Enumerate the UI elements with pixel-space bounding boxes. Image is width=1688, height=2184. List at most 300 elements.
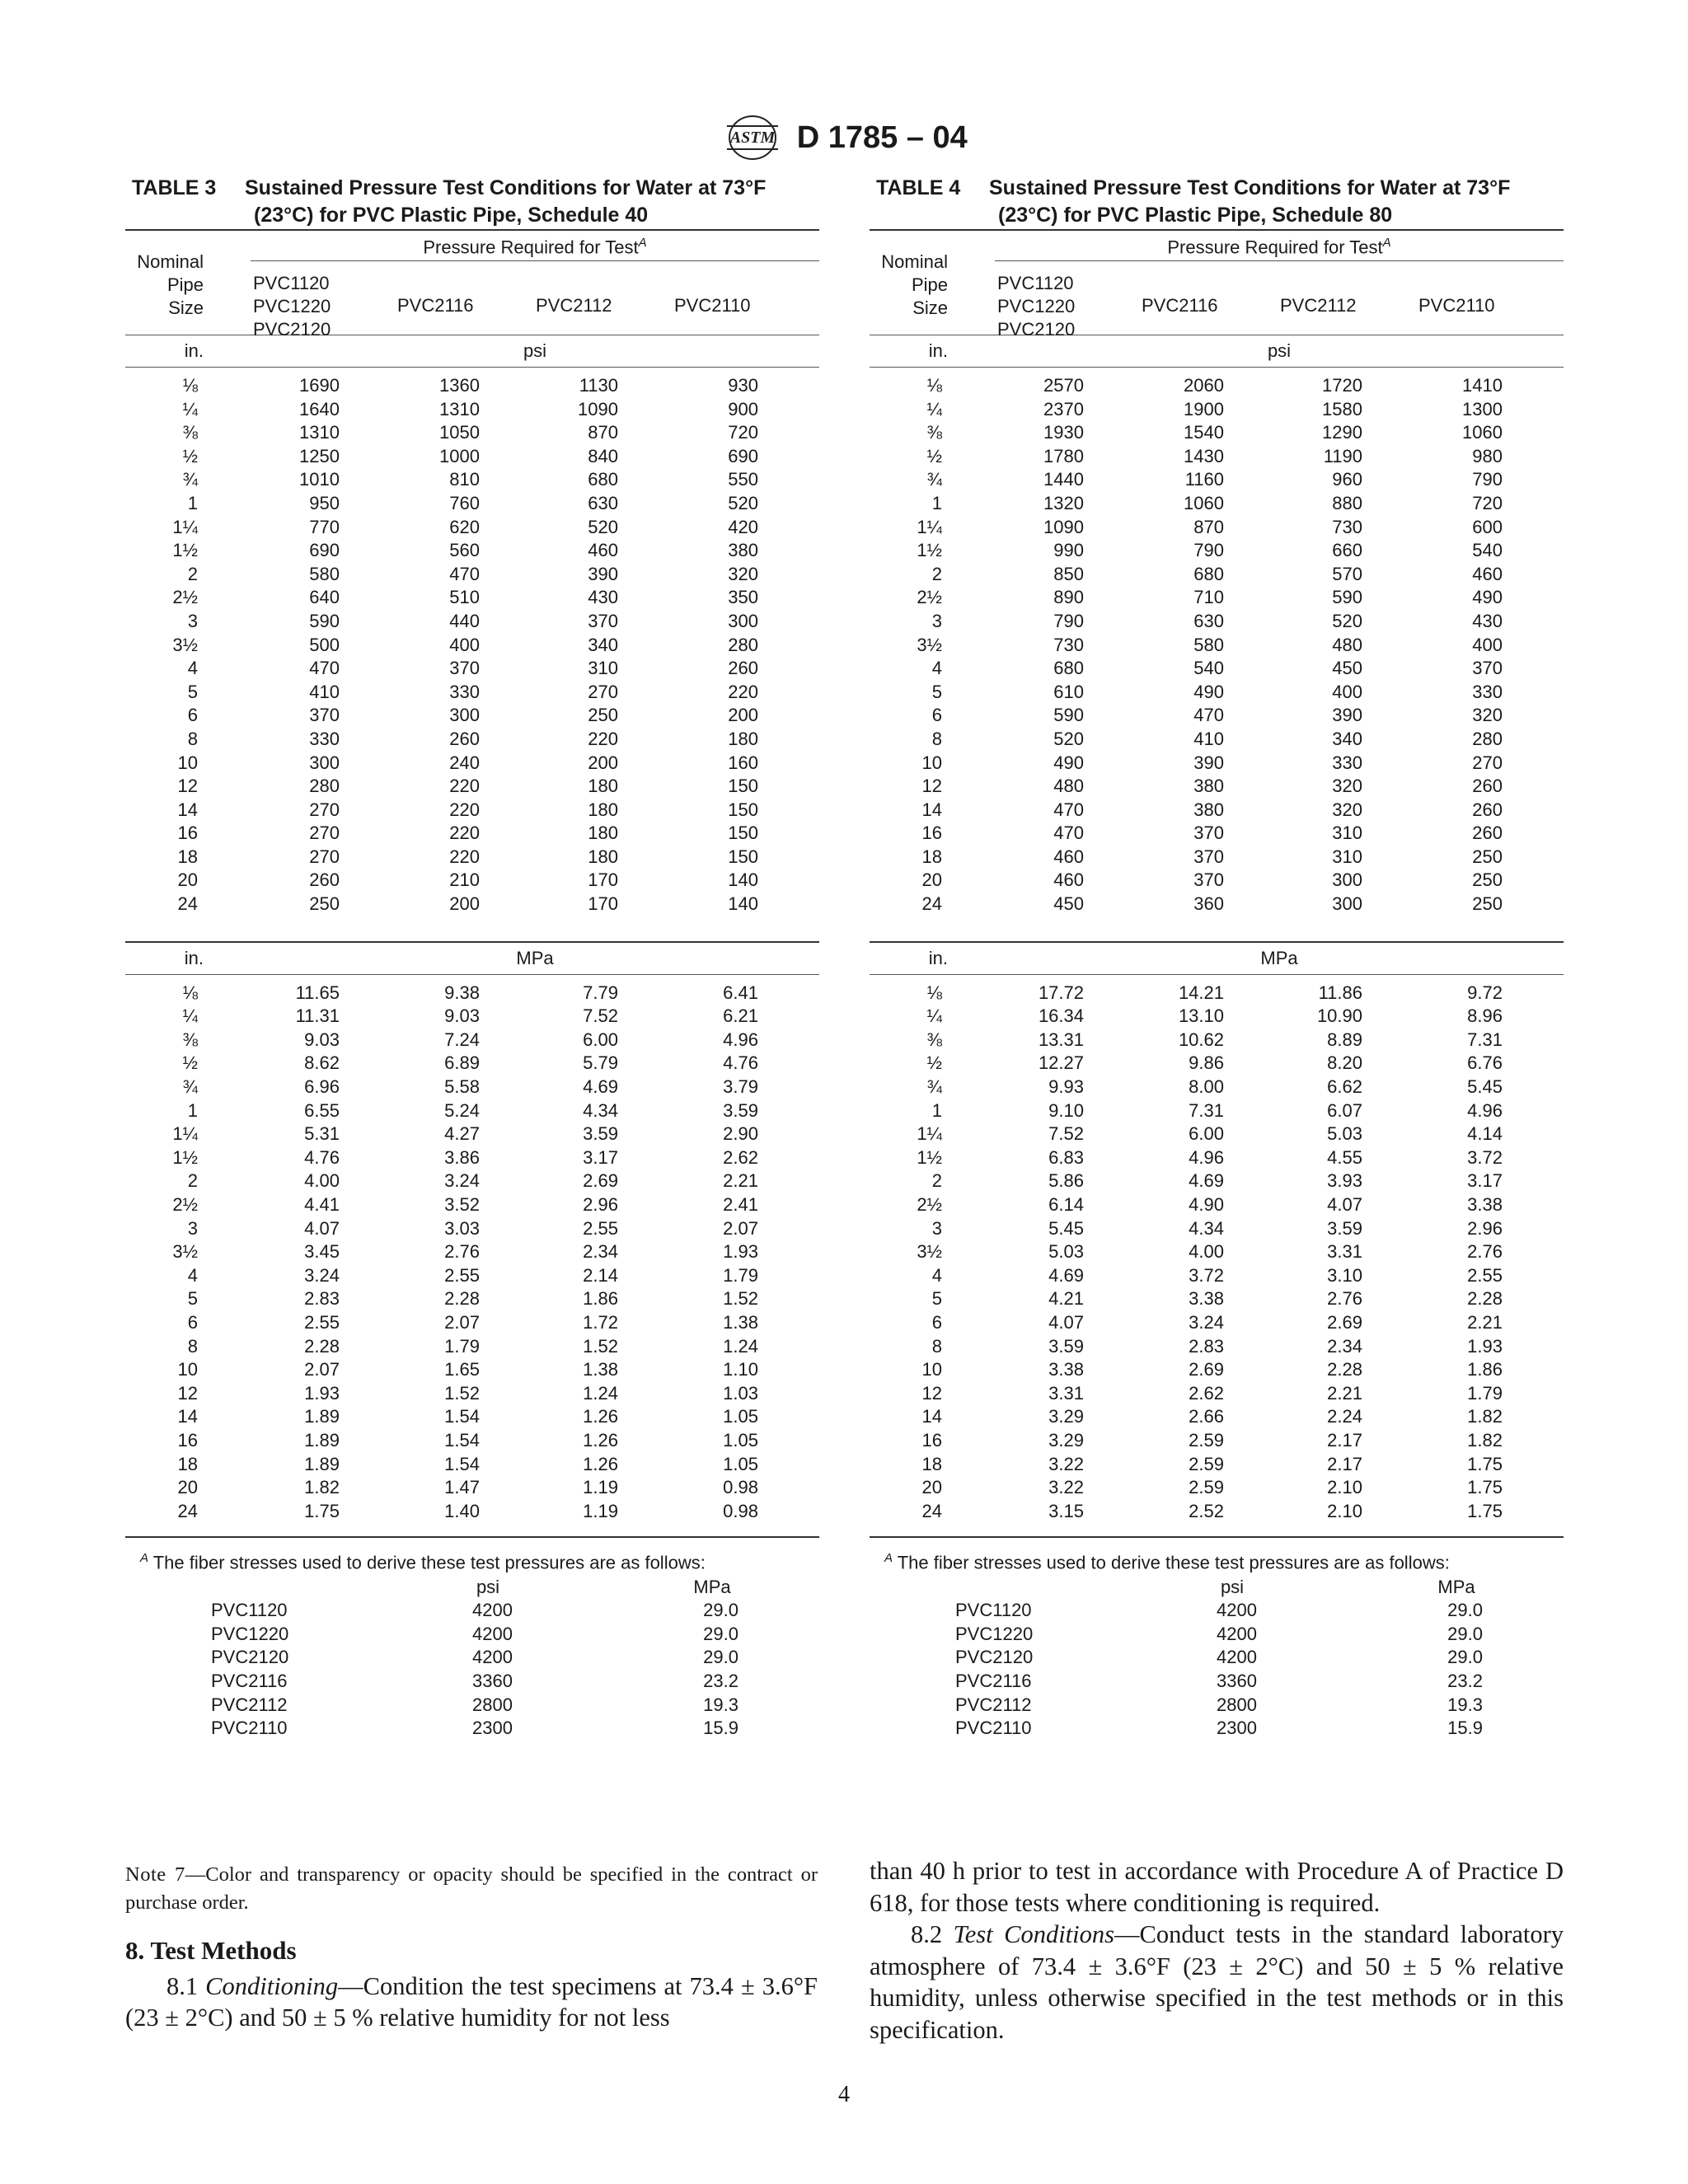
- table-row: [125, 1405, 819, 1429]
- table-row: [870, 822, 1564, 846]
- footnote-marker: A: [1382, 236, 1391, 250]
- value-cell: 1.03: [723, 1382, 758, 1404]
- table-row: [125, 1146, 819, 1170]
- table-row: [125, 1193, 819, 1217]
- pipe-size-cell: 10: [921, 1359, 942, 1380]
- value-cell: 1.82: [1467, 1429, 1503, 1451]
- value-cell: 4.07: [304, 1217, 340, 1239]
- fiber-stress-row: [870, 1599, 1564, 1623]
- value-cell: 270: [309, 823, 340, 844]
- value-cell: 1.38: [723, 1311, 758, 1333]
- document-designation: D 1785 – 04: [796, 120, 968, 155]
- value-cell: 2.34: [583, 1241, 618, 1263]
- unit-row-mpa: [870, 943, 1564, 974]
- pipe-size-cell: ⅛: [182, 375, 198, 396]
- value-cell: 300: [728, 610, 758, 631]
- paragraph-term: Conditioning: [205, 1971, 339, 2000]
- value-cell: 2.69: [1189, 1359, 1224, 1380]
- unit-row-psi: [125, 335, 819, 367]
- unit-value: MPa: [516, 947, 554, 968]
- pipe-size-cell: 1½: [172, 540, 198, 561]
- value-cell: 14.21: [1178, 982, 1224, 1003]
- pressure-required-header: [251, 236, 819, 258]
- pipe-size-cell: 3½: [172, 1241, 198, 1263]
- value-cell: 3.59: [723, 1099, 758, 1121]
- mpa-block: [125, 975, 819, 1524]
- value-cell: 0.98: [723, 1500, 758, 1521]
- value-cell: 1.19: [583, 1500, 618, 1521]
- pipe-size-cell: 14: [921, 1406, 942, 1427]
- value-cell: 560: [449, 540, 480, 561]
- pipe-size-cell: 12: [921, 1382, 942, 1404]
- value-cell: 4.69: [1048, 1264, 1084, 1286]
- pipe-size-cell: 2: [187, 563, 198, 584]
- value-cell: 150: [728, 823, 758, 844]
- value-cell: 4.34: [583, 1099, 618, 1121]
- value-cell: 410: [1193, 728, 1224, 749]
- table-row: [125, 374, 819, 398]
- value-cell: 680: [1053, 658, 1084, 679]
- value-cell: 540: [1472, 540, 1503, 561]
- value-cell: 5.03: [1327, 1123, 1362, 1145]
- value-cell: 470: [1193, 705, 1224, 726]
- value-cell: 1.93: [304, 1382, 340, 1404]
- pipe-size-cell: ⅜: [182, 422, 198, 443]
- table-row: [125, 822, 819, 846]
- pipe-size-cell: 5: [187, 1288, 198, 1310]
- value-cell: 400: [1332, 681, 1362, 702]
- value-cell: 140: [728, 869, 758, 891]
- value-cell: 4.55: [1327, 1146, 1362, 1168]
- value-cell: 930: [728, 375, 758, 396]
- value-cell: 790: [1193, 540, 1224, 561]
- page-header: [0, 114, 1688, 162]
- fiber-stress-mpa-cell: 29.0: [1447, 1600, 1483, 1621]
- table-row: [125, 468, 819, 492]
- pressure-required-header: [995, 236, 1564, 258]
- value-cell: 160: [728, 752, 758, 773]
- value-cell: 1.54: [444, 1453, 480, 1474]
- pipe-size-cell: 4: [187, 658, 198, 679]
- value-cell: 5.86: [1048, 1170, 1084, 1192]
- value-cell: 360: [1193, 893, 1224, 915]
- fiber-stress-mpa-cell: 15.9: [703, 1718, 738, 1739]
- fiber-stress-psi-cell: 2800: [1217, 1694, 1257, 1715]
- value-cell: 1300: [1462, 398, 1503, 419]
- fiber-stress-psi-cell: 4200: [1217, 1647, 1257, 1668]
- value-cell: 2.07: [304, 1359, 340, 1380]
- value-cell: 1430: [1184, 445, 1224, 466]
- pipe-size-cell: 3: [931, 610, 942, 631]
- pipe-size-cell: 16: [921, 1429, 942, 1451]
- value-cell: 270: [1472, 752, 1503, 773]
- value-cell: 320: [1332, 776, 1362, 797]
- value-cell: 2.14: [583, 1264, 618, 1286]
- value-cell: 2.21: [1327, 1382, 1362, 1404]
- value-cell: 490: [1472, 587, 1503, 608]
- pipe-size-cell: ¼: [926, 398, 942, 419]
- fiber-stress-mpa-cell: 29.0: [703, 1647, 738, 1668]
- value-cell: 3.93: [1327, 1170, 1362, 1192]
- value-cell: 320: [1332, 799, 1362, 820]
- table-row: [870, 516, 1564, 540]
- value-cell: 850: [1053, 563, 1084, 584]
- value-cell: 1310: [439, 398, 480, 419]
- fiber-stress-header: [125, 1576, 819, 1600]
- value-cell: 270: [309, 846, 340, 867]
- table-row: [125, 775, 819, 799]
- table-row: [870, 539, 1564, 563]
- table-row: [870, 374, 1564, 398]
- table-row: [870, 1453, 1564, 1477]
- table-row: [125, 445, 819, 469]
- value-cell: 6.14: [1048, 1194, 1084, 1215]
- value-cell: 2.55: [1467, 1264, 1503, 1286]
- material-grade-cell: PVC1120: [211, 1600, 288, 1621]
- value-cell: 2.28: [444, 1288, 480, 1310]
- value-cell: 170: [588, 893, 618, 915]
- value-cell: 470: [309, 658, 340, 679]
- value-cell: 4.27: [444, 1123, 480, 1145]
- value-cell: 1010: [299, 469, 340, 490]
- value-cell: 470: [1053, 799, 1084, 820]
- page-number: 4: [838, 2082, 850, 2107]
- table-row: [870, 1500, 1564, 1524]
- pipe-size-cell: 1: [931, 492, 942, 513]
- table-bottom-rule: [870, 1536, 1564, 1538]
- fiber-stress-row: [125, 1623, 819, 1647]
- value-cell: 1900: [1184, 398, 1224, 419]
- table-row: [125, 1217, 819, 1241]
- value-cell: 3.17: [583, 1146, 618, 1168]
- value-cell: 960: [1332, 469, 1362, 490]
- value-cell: 1580: [1322, 398, 1362, 419]
- table-row: [870, 1122, 1564, 1146]
- value-cell: 2.76: [1327, 1288, 1362, 1310]
- table-row: [870, 1076, 1564, 1099]
- value-cell: 520: [728, 492, 758, 513]
- body-column-left: [125, 1861, 818, 2034]
- table-row: [870, 728, 1564, 752]
- table-row: [870, 1217, 1564, 1241]
- value-cell: 370: [1193, 823, 1224, 844]
- column-label: PVC2110: [674, 295, 751, 316]
- column-label: PVC2120: [997, 319, 1076, 340]
- value-cell: 250: [1472, 846, 1503, 867]
- value-cell: 7.31: [1467, 1029, 1503, 1050]
- table-row: [870, 869, 1564, 893]
- value-cell: 6.21: [723, 1005, 758, 1027]
- pipe-size-cell: ½: [926, 445, 942, 466]
- spacer: [125, 1523, 819, 1536]
- pipe-size-cell: 12: [177, 1382, 198, 1404]
- fiber-stress-mpa-cell: 19.3: [1447, 1694, 1483, 1715]
- column-header: [870, 231, 1564, 340]
- table-row: [125, 1476, 819, 1500]
- table-title-line2: (23°C) for PVC Plastic Pipe, Schedule 40: [254, 204, 649, 227]
- value-cell: 4.69: [1189, 1170, 1224, 1192]
- value-cell: 1.89: [304, 1429, 340, 1451]
- table-row: [870, 1287, 1564, 1311]
- value-cell: 1.38: [583, 1359, 618, 1380]
- value-cell: 10.90: [1316, 1005, 1362, 1027]
- value-cell: 1.75: [304, 1500, 340, 1521]
- value-cell: 5.79: [583, 1052, 618, 1074]
- unit-size: in.: [184, 340, 204, 361]
- table-row: [870, 1476, 1564, 1500]
- value-cell: 1290: [1322, 422, 1362, 443]
- table-row: [125, 728, 819, 752]
- fiber-stress-row: [870, 1646, 1564, 1670]
- value-cell: 4.34: [1189, 1217, 1224, 1239]
- value-cell: 3.59: [583, 1123, 618, 1145]
- value-cell: 3.24: [1189, 1311, 1224, 1333]
- pipe-size-cell: 3: [187, 1217, 198, 1239]
- pipe-size-cell: 16: [177, 823, 198, 844]
- value-cell: 7.79: [583, 982, 618, 1003]
- value-cell: 580: [1193, 634, 1224, 655]
- value-cell: 250: [1472, 869, 1503, 891]
- pipe-size-cell: ½: [182, 1052, 198, 1074]
- value-cell: 1.24: [723, 1335, 758, 1357]
- value-cell: 4.76: [304, 1146, 340, 1168]
- value-cell: 2.21: [723, 1170, 758, 1192]
- fiber-stress-mpa-cell: 23.2: [703, 1671, 738, 1692]
- value-cell: 730: [1332, 516, 1362, 537]
- pipe-size-cell: 20: [177, 869, 198, 891]
- value-cell: 3.24: [304, 1264, 340, 1286]
- value-cell: 1.75: [1467, 1477, 1503, 1498]
- unit-value: psi: [523, 340, 547, 361]
- value-cell: 2.62: [1189, 1382, 1224, 1404]
- table-row: [125, 1358, 819, 1382]
- value-cell: 3.72: [1189, 1264, 1224, 1286]
- value-cell: 770: [309, 516, 340, 537]
- nominal-pipe-size-header: [125, 251, 204, 320]
- pipe-size-cell: 2½: [917, 587, 942, 608]
- pipe-size-cell: 5: [187, 681, 198, 702]
- table-row: [125, 799, 819, 823]
- value-cell: 200: [449, 893, 480, 915]
- table-row: [870, 982, 1564, 1005]
- value-cell: 8.20: [1327, 1052, 1362, 1074]
- footnote-sentence: The fiber stresses used to derive these test pressures are as follows:: [897, 1552, 1450, 1573]
- pipe-size-cell: 6: [931, 705, 942, 726]
- value-cell: 370: [588, 610, 618, 631]
- fiber-stress-row: [870, 1623, 1564, 1647]
- fiber-stress-row: [125, 1646, 819, 1670]
- table-row: [870, 563, 1564, 587]
- table-row: [125, 1076, 819, 1099]
- value-cell: 6.00: [1189, 1123, 1224, 1145]
- value-cell: 6.07: [1327, 1099, 1362, 1121]
- value-cell: 590: [1053, 705, 1084, 726]
- value-cell: 410: [309, 681, 340, 702]
- table-caption: [125, 175, 819, 229]
- column-label: PVC2116: [1142, 295, 1218, 316]
- value-cell: 300: [1332, 869, 1362, 891]
- table-row: [125, 516, 819, 540]
- value-cell: 460: [1472, 563, 1503, 584]
- value-cell: 4.96: [1189, 1146, 1224, 1168]
- fiber-stress-mpa-header: MPa: [693, 1576, 731, 1597]
- value-cell: 680: [1193, 563, 1224, 584]
- value-cell: 330: [1472, 681, 1503, 702]
- fiber-stress-psi-cell: 4200: [1217, 1623, 1257, 1644]
- table-row: [870, 634, 1564, 658]
- pipe-size-cell: 3: [931, 1217, 942, 1239]
- value-cell: 390: [588, 563, 618, 584]
- value-cell: 180: [588, 846, 618, 867]
- value-cell: 11.65: [295, 982, 340, 1003]
- fiber-stress-psi-cell: 2800: [472, 1694, 513, 1715]
- value-cell: 180: [728, 728, 758, 749]
- fiber-stress-psi-cell: 3360: [1217, 1671, 1257, 1692]
- value-cell: 550: [728, 469, 758, 490]
- value-cell: 950: [309, 492, 340, 513]
- value-cell: 340: [588, 634, 618, 655]
- value-cell: 5.31: [304, 1123, 340, 1145]
- pipe-size-cell: 3½: [917, 1241, 942, 1263]
- value-cell: 2.21: [1467, 1311, 1503, 1333]
- value-cell: 2.55: [583, 1217, 618, 1239]
- value-cell: 480: [1332, 634, 1362, 655]
- pipe-size-cell: 18: [177, 1453, 198, 1474]
- value-cell: 450: [1053, 893, 1084, 915]
- header-word: Pipe: [166, 274, 204, 295]
- value-cell: 1.52: [583, 1335, 618, 1357]
- value-cell: 240: [449, 752, 480, 773]
- value-cell: 790: [1053, 610, 1084, 631]
- table-row: [125, 1429, 819, 1453]
- value-cell: 2.55: [304, 1311, 340, 1333]
- section-heading: 8. Test Methods: [125, 1936, 297, 1965]
- value-cell: 2.17: [1327, 1453, 1362, 1474]
- fiber-stress-psi-cell: 4200: [472, 1647, 513, 1668]
- value-cell: 280: [309, 776, 340, 797]
- value-cell: 150: [728, 776, 758, 797]
- table-row: [125, 752, 819, 776]
- column-label: PVC2120: [253, 319, 331, 340]
- fiber-stress-psi-cell: 4200: [1217, 1600, 1257, 1621]
- pipe-size-cell: 18: [921, 1453, 942, 1474]
- value-cell: 7.24: [444, 1029, 480, 1050]
- value-cell: 6.76: [1467, 1052, 1503, 1074]
- value-cell: 1.54: [444, 1429, 480, 1451]
- value-cell: 4.21: [1048, 1288, 1084, 1310]
- value-cell: 3.31: [1048, 1382, 1084, 1404]
- table-row: [870, 846, 1564, 869]
- header-word: Nominal: [881, 251, 948, 272]
- footnote-text: [125, 1546, 819, 1575]
- value-cell: 370: [309, 705, 340, 726]
- table-row: [870, 752, 1564, 776]
- value-cell: 3.79: [723, 1076, 758, 1098]
- pipe-size-cell: ⅛: [926, 982, 942, 1003]
- column-header: [125, 231, 819, 340]
- value-cell: 1410: [1462, 375, 1503, 396]
- table-row: [870, 1099, 1564, 1123]
- column-label: PVC2110: [1418, 295, 1495, 316]
- value-cell: 510: [449, 587, 480, 608]
- material-grade-cell: PVC2116: [955, 1671, 1032, 1692]
- value-cell: 7.52: [583, 1005, 618, 1027]
- value-cell: 720: [728, 422, 758, 443]
- value-cell: 0.98: [723, 1477, 758, 1498]
- table-row: [870, 1405, 1564, 1429]
- pipe-size-cell: 8: [931, 1335, 942, 1357]
- fiber-stress-row: [125, 1670, 819, 1694]
- value-cell: 350: [728, 587, 758, 608]
- table-row: [125, 563, 819, 587]
- pipe-size-cell: 4: [187, 1264, 198, 1286]
- value-cell: 9.03: [444, 1005, 480, 1027]
- value-cell: 330: [449, 681, 480, 702]
- value-cell: 1.89: [304, 1453, 340, 1474]
- pipe-size-cell: 18: [177, 846, 198, 867]
- value-cell: 1.86: [1467, 1359, 1503, 1380]
- pipe-size-cell: 1½: [917, 540, 942, 561]
- value-cell: 4.96: [1467, 1099, 1503, 1121]
- value-cell: 4.14: [1467, 1123, 1503, 1145]
- value-cell: 400: [449, 634, 480, 655]
- value-cell: 3.03: [444, 1217, 480, 1239]
- value-cell: 720: [1472, 492, 1503, 513]
- table-row: [870, 681, 1564, 705]
- table-row: [125, 1052, 819, 1076]
- value-cell: 17.72: [1038, 982, 1084, 1003]
- value-cell: 880: [1332, 492, 1362, 513]
- fiber-stress-mpa-header: MPa: [1437, 1576, 1475, 1597]
- pipe-size-cell: 1½: [172, 1146, 198, 1168]
- value-cell: 180: [588, 799, 618, 820]
- value-cell: 3.15: [1048, 1500, 1084, 1521]
- value-cell: 2.96: [583, 1194, 618, 1215]
- value-cell: 1.47: [444, 1477, 480, 1498]
- pipe-size-cell: 1: [187, 1099, 198, 1121]
- value-cell: 2.66: [1189, 1406, 1224, 1427]
- value-cell: 3.38: [1189, 1288, 1224, 1310]
- value-cell: 1720: [1322, 375, 1362, 396]
- table-row: [125, 1287, 819, 1311]
- value-cell: 1.79: [444, 1335, 480, 1357]
- value-cell: 1160: [1184, 469, 1224, 490]
- value-cell: 4.96: [723, 1029, 758, 1050]
- table-row: [125, 398, 819, 422]
- value-cell: 1250: [299, 445, 340, 466]
- fiber-stress-row: [870, 1717, 1564, 1741]
- table-row: [125, 1099, 819, 1123]
- pipe-size-cell: 1¼: [917, 516, 942, 537]
- value-cell: 450: [1332, 658, 1362, 679]
- pipe-size-cell: 10: [177, 752, 198, 773]
- value-cell: 1060: [1462, 422, 1503, 443]
- value-cell: 9.03: [304, 1029, 340, 1050]
- value-cell: 4.69: [583, 1076, 618, 1098]
- value-cell: 3.86: [444, 1146, 480, 1168]
- value-cell: 2.24: [1327, 1406, 1362, 1427]
- material-grade-cell: PVC2116: [211, 1671, 288, 1692]
- pipe-size-cell: 24: [921, 1500, 942, 1521]
- body-column-right: [870, 1855, 1564, 2046]
- material-grade-cell: PVC2110: [955, 1718, 1032, 1739]
- value-cell: 270: [309, 799, 340, 820]
- pipe-size-cell: 2: [931, 1170, 942, 1192]
- value-cell: 2.52: [1189, 1500, 1224, 1521]
- value-cell: 540: [1193, 658, 1224, 679]
- fiber-stress-row: [870, 1670, 1564, 1694]
- value-cell: 1.86: [583, 1288, 618, 1310]
